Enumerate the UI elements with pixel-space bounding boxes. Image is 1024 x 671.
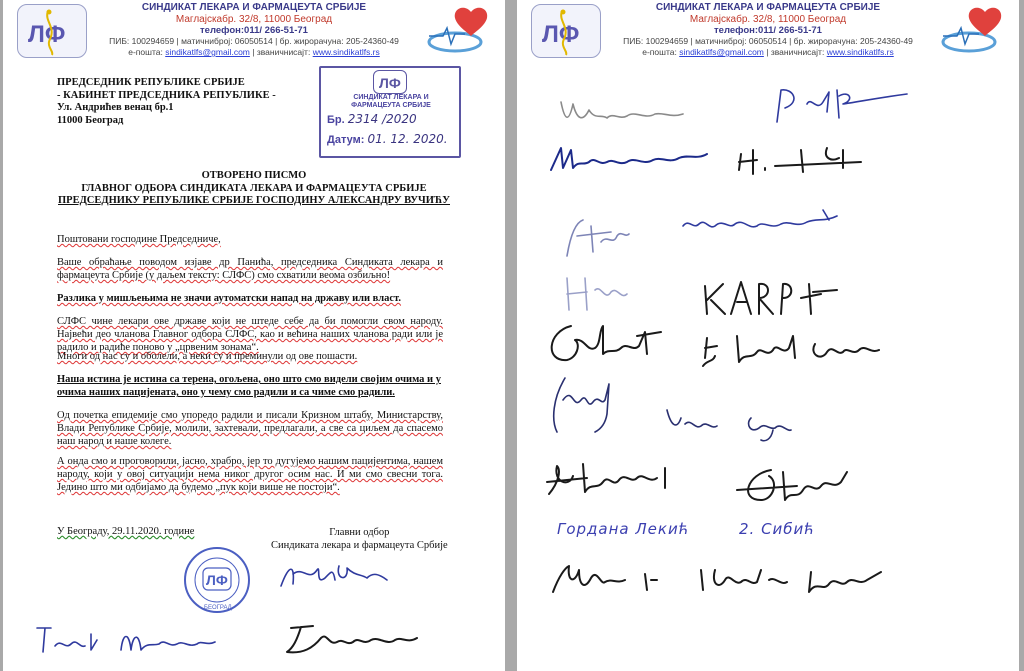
paragraph-3b: Многи од нас су и оболели, а неки су и преминули од ове пошасти. — [57, 351, 358, 362]
signature-row6-left — [543, 370, 623, 440]
signature-row6-right — [661, 400, 801, 444]
signature-row3-right — [677, 204, 847, 238]
signature-member-1 — [31, 620, 231, 660]
svg-text:ЛФ: ЛФ — [379, 75, 401, 91]
heart-ecg-icon — [425, 4, 495, 56]
org-name: СИНДИКАТ ЛЕКАРА И ФАРМАЦЕУТА СРБИЈЕ — [141, 2, 367, 13]
signature-row1-left — [555, 92, 695, 132]
handwritten-name-1: Гордана Лекић — [557, 520, 690, 538]
registry-stamp — [319, 66, 461, 158]
org-address: Маглајскабр. 32/8, 11000 Београд — [689, 14, 847, 25]
logo-text: ЛФ — [542, 21, 580, 48]
stamp-number: Бр. 2314 /2020 — [327, 112, 417, 126]
paragraph-4: Наша истина је истина са терена, огољена, оно што смо видели својим очима и у очима наших пацијената, оно у чему смо радили и са чиме смо радили. — [57, 374, 441, 398]
union-logo — [17, 4, 87, 58]
signature-row5-right — [697, 326, 887, 370]
signature-row7-left — [539, 454, 689, 504]
place-date: У Београду, 29.11.2020. године — [57, 526, 195, 537]
recipient-address: ПРЕДСЕДНИК РЕПУБЛИКЕ СРБИЈЕ - КАБИНЕТ ПРЕДСЕДНИКА РЕПУБЛИКЕ - Ул. Андрићев венац бр.1 11000 Београд — [57, 77, 276, 126]
website-link[interactable]: www.sindikatlfs.rs — [312, 47, 380, 57]
paragraph-1: Ваше обраћање поводом изјаве др Панића, председника Синдиката лекара и фармацеута Србије (у даљем тексту: СЛФС) смо схватили веома озбиљно! — [57, 257, 443, 281]
signature-row4-left — [557, 270, 637, 316]
signature-row7-right — [727, 460, 867, 510]
org-address: Маглајскабр. 32/8, 11000 Београд — [175, 14, 333, 25]
email-link[interactable]: sindikatlfs@gmail.com — [165, 47, 250, 57]
letterhead-page-2 — [517, 0, 1019, 62]
union-logo — [531, 4, 601, 58]
paragraph-2: Разлика у мишљењима не значи аутоматски напад на државу или власт. — [57, 293, 402, 304]
letterhead — [3, 0, 505, 62]
board-signature-block: Главни одбор Синдиката лекара и фармацеута Србије — [271, 527, 448, 551]
org-phone: телефон:011/ 266-51-71 — [714, 25, 822, 36]
paragraph-3: СЛФС чине лекари ове државе који не штеде себе да би помогли свом народу. Највећи део чланова Главног одбора СЛФС, као и већина наших чланова ради или је радило и радиће поново у „црвеним зонама“. — [57, 316, 443, 353]
letter-page-2 — [517, 0, 1019, 671]
paragraph-6: А онда смо и проговорили, јасно, храбро, јер то дугујемо нашим пацијентима, нашем народу, који у овој ситуацији нема никог другог осим нас. И ми смо свесни тога. Једино што ми одбијамо да будемо „пук који више не постоји“. — [57, 456, 443, 493]
stamp-date: Датум: 01. 12. 2020. — [327, 132, 448, 146]
signature-row9-left — [545, 556, 685, 600]
org-contacts: е-пошта: sindikatlfs@gmail.com | званичнисајт: www.sindikatlfs.rs — [128, 47, 380, 57]
signature-row5-left — [541, 318, 671, 370]
org-name: СИНДИКАТ ЛЕКАРА И ФАРМАЦЕУТА СРБИЈЕ — [655, 2, 881, 13]
heart-ecg-icon — [939, 4, 1009, 56]
svg-text:БЕОГРАД: БЕОГРАД — [204, 605, 232, 611]
paragraph-5: Од почетка епидемије смо упоредо радили и писали Кризном штабу, Министарству, Влади Републике Србије, молили, захтевали, предлагали, а све са циљем да спасемо наш народ и наше колеге. — [57, 410, 443, 447]
signature-row2-left — [545, 140, 715, 176]
signature-row1-right — [767, 82, 917, 126]
logo-text: ЛФ — [28, 21, 66, 48]
signature-row9-right — [691, 558, 891, 602]
stamp-logo — [373, 70, 407, 94]
signature-row2-right — [731, 140, 881, 180]
signature-president — [275, 556, 395, 596]
org-ids: ПИБ: 100294659 | матичниброј: 06050514 | бр. жирорачуна: 205-24360-49 — [623, 36, 913, 46]
email-link[interactable]: sindikatlfs@gmail.com — [679, 47, 764, 57]
signature-row3-left — [557, 212, 637, 262]
salutation: Поштовани господине Председниче, — [57, 234, 221, 245]
letter-title: ОТВОРЕНО ПИСМО ГЛАВНОГ ОДБОРА СИНДИКАТА ЛЕКАРА И ФАРМАЦЕУТА СРБИЈЕ ПРЕДСЕДНИКУ РЕПУБЛИКЕ СРБИЈЕ ГОСПОДИНУ АЛЕКСАНДРУ ВУЧИЋУ — [58, 170, 450, 206]
org-contacts: е-пошта: sindikatlfs@gmail.com | званичнисајт: www.sindikatlfs.rs — [642, 47, 894, 57]
stamp-org: СИНДИКАТ ЛЕКАРА И ФАРМАЦЕУТА СРБИЈЕ — [351, 94, 431, 109]
website-link[interactable]: www.sindikatlfs.rs — [826, 47, 894, 57]
signature-member-2 — [283, 618, 433, 660]
org-ids: ПИБ: 100294659 | матичниброј: 06050514 | бр. жирорачуна: 205-24360-49 — [109, 36, 399, 46]
letter-page-1 — [3, 0, 505, 671]
org-phone: телефон:011/ 266-51-71 — [200, 25, 308, 36]
union-seal — [183, 546, 251, 614]
handwritten-name-2: 2. Сибић — [739, 520, 816, 538]
svg-text:ЛФ: ЛФ — [206, 572, 228, 588]
signature-row4-right — [697, 274, 847, 322]
